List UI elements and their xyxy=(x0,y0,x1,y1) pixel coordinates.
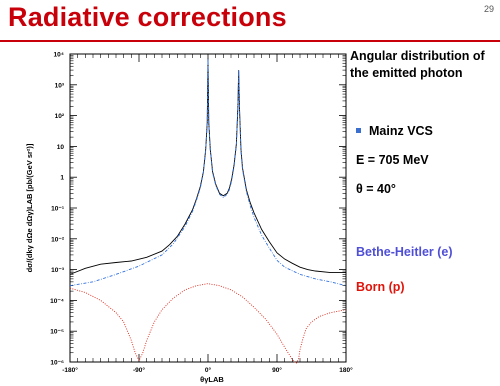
chart-caption: Angular distribution of the emitted photon xyxy=(350,49,485,80)
x-tick-label: 180° xyxy=(339,367,353,374)
bethe-heitler-label: Bethe-Heitler (e) xyxy=(356,245,453,259)
y-tick-label: 10³ xyxy=(54,82,64,90)
born-curve xyxy=(70,284,346,364)
page-number: 29 xyxy=(483,4,494,14)
x-tick-label: 0° xyxy=(204,367,212,374)
y-tick-label: 10⁻⁴ xyxy=(50,297,64,305)
x-tick-label: -90° xyxy=(133,367,145,374)
y-tick-label: 1 xyxy=(60,174,64,182)
x-axis-label: θγLAB xyxy=(200,375,224,384)
bullet-item xyxy=(356,124,433,138)
y-tick-label: 10⁻² xyxy=(51,236,64,244)
plot-frame xyxy=(70,54,346,362)
y-tick-label: 10² xyxy=(54,113,64,121)
bullet-label: Mainz VCS xyxy=(369,124,433,138)
energy-label: E = 705 MeV xyxy=(356,153,429,167)
y-axis-label: dσ/(dkγ dΩe dΩγ)LAB [pb/(GeV sr²)] xyxy=(25,143,34,273)
y-tick-label: 10⁻¹ xyxy=(51,205,64,213)
y-tick-label: 10⁴ xyxy=(53,51,64,59)
y-tick-label: 10⁻⁶ xyxy=(50,359,64,367)
angle-label: θ = 40° xyxy=(356,182,396,196)
born-label: Born (p) xyxy=(356,280,405,294)
y-tick-label: 10⁻³ xyxy=(51,267,64,275)
square-bullet-icon xyxy=(356,128,361,133)
slide-title: Radiative corrections xyxy=(8,2,287,32)
x-tick-label: -180° xyxy=(62,367,78,374)
y-tick-label: 10⁻⁵ xyxy=(50,328,64,336)
x-tick-label: 90° xyxy=(272,367,282,374)
y-tick-label: 10 xyxy=(56,143,64,151)
